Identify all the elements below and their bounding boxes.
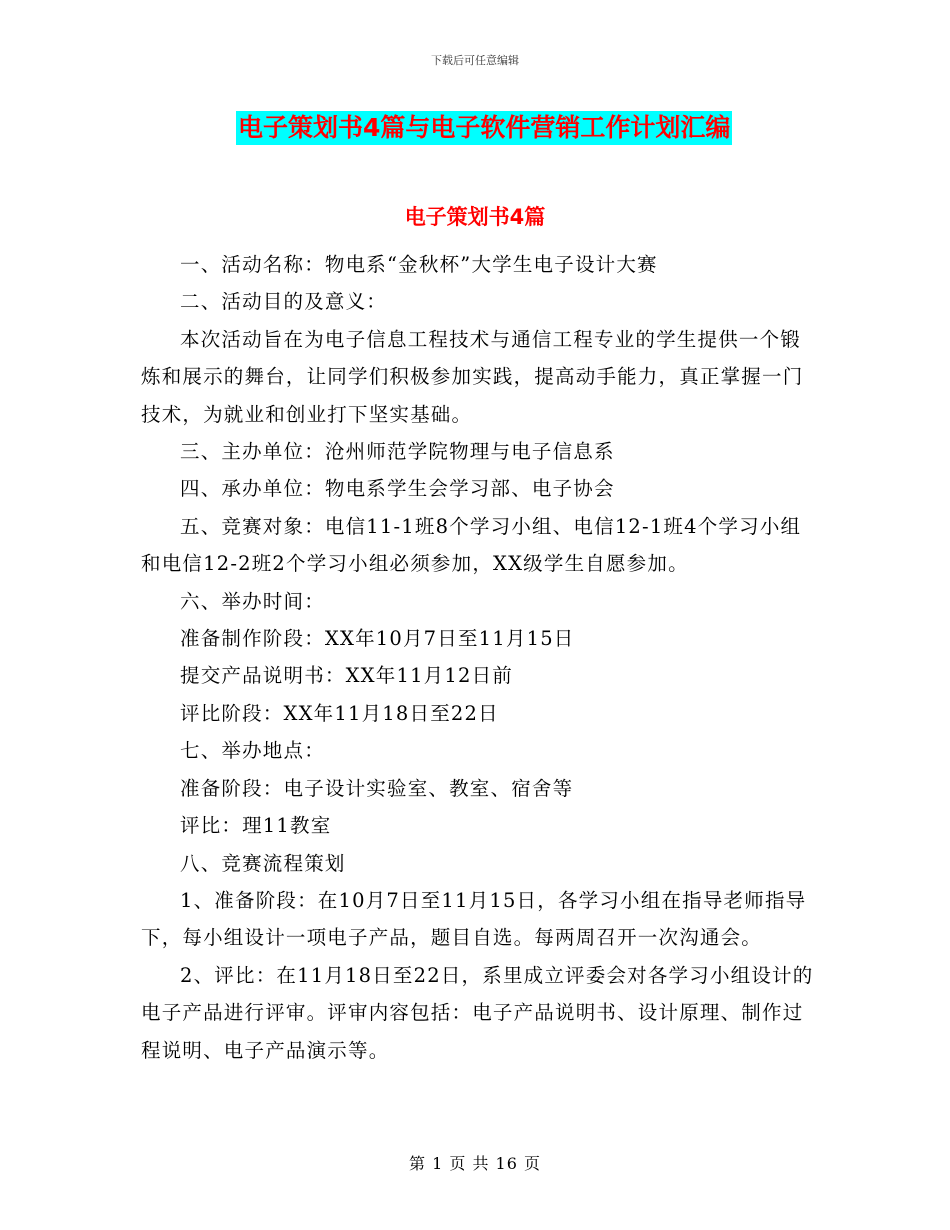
- page-number-footer: 第 1 页 共 16 页: [409, 1154, 541, 1173]
- paragraph: 提交产品说明书：XX年11月12日前: [180, 664, 513, 688]
- paragraph: 本次活动旨在为电子信息工程技术与通信工程专业的学生提供一个锻炼和展示的舞台，让同学们积极参加实践，提高动手能力，真正掌握一门技术，为就业和创业打下坚实基础。: [141, 327, 804, 426]
- paragraph: 四、承办单位：物电系学生会学习部、电子协会: [180, 477, 615, 501]
- paragraph: 评比阶段：XX年11月18日至22日: [180, 701, 499, 725]
- paragraph: 2、评比：在11月18日至22日，系里成立评委会对各学习小组设计的电子产品进行评审。评审内容包括：电子产品说明书、设计原理、制作过程说明、电子产品演示等。: [141, 963, 814, 1062]
- paragraph: 评比：理11教室: [180, 814, 332, 838]
- paragraph: 五、竞赛对象：电信11-1班8个学习小组、电信12-1班4个学习小组和电信12-2班2个学习小组必须参加，XX级学生自愿参加。: [141, 514, 802, 576]
- paragraph: 准备阶段：电子设计实验室、教室、宿舍等: [180, 776, 574, 800]
- document-title-block: [236, 111, 732, 145]
- page-header-note: 下载后可任意编辑: [431, 54, 519, 67]
- document-body: [141, 246, 821, 1069]
- paragraph: 一、活动名称：物电系“金秋杯”大学生电子设计大赛: [180, 253, 658, 276]
- section-title: 电子策划书4篇: [404, 205, 546, 229]
- paragraph: 八、竞赛流程策划: [180, 851, 346, 875]
- paragraph: 三、主办单位：沧州师范学院物理与电子信息系: [180, 440, 615, 464]
- document-title: 电子策划书4篇与电子软件营销工作计划汇编: [236, 111, 732, 145]
- paragraph: 六、举办时间：: [180, 589, 325, 613]
- paragraph: 准备制作阶段：XX年10月7日至11月15日: [180, 627, 575, 651]
- paragraph: 二、活动目的及意义：: [180, 290, 388, 314]
- paragraph: 1、准备阶段：在10月7日至11月15日，各学习小组在指导老师指导下，每小组设计一项电子产品，题目自选。每两周召开一次沟通会。: [141, 888, 807, 950]
- paragraph: 七、举办地点：: [180, 739, 325, 763]
